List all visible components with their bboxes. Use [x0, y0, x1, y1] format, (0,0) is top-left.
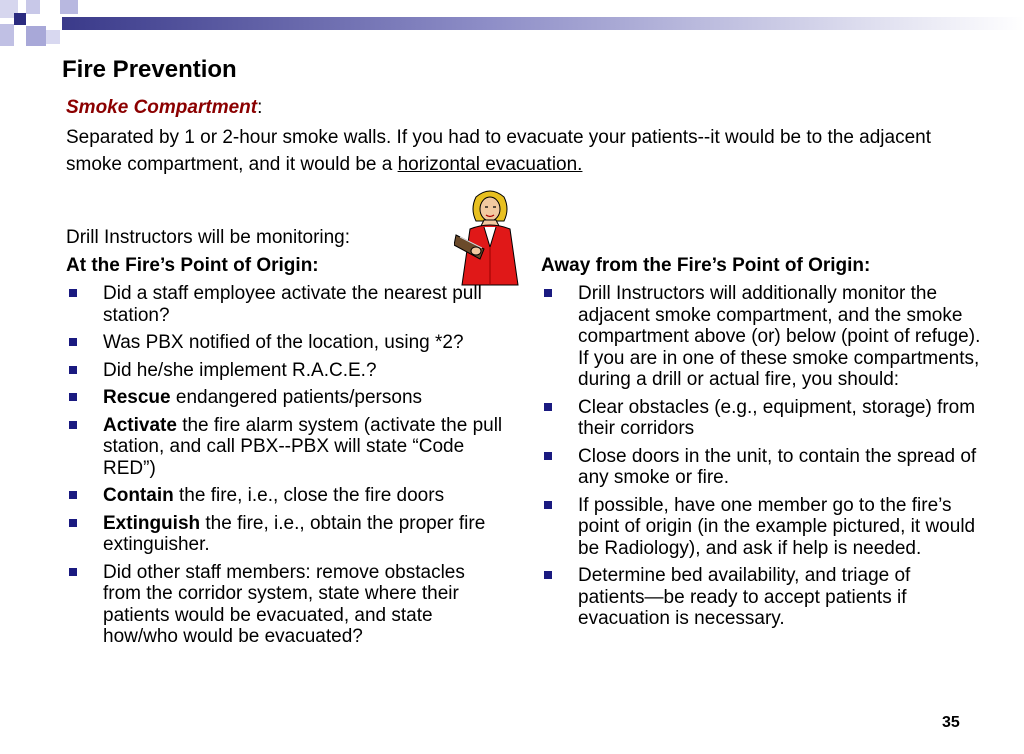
bullet-text: the fire, i.e., obtain the proper fire extinguisher. — [103, 512, 486, 555]
page-number: 35 — [942, 714, 960, 731]
square-bullet-icon — [69, 421, 77, 429]
bullet-text: Clear obstacles (e.g., equipment, storage) from their corridors — [578, 396, 976, 439]
square-bullet-icon — [69, 519, 77, 527]
square-bullet-icon — [544, 452, 552, 460]
woman-with-clipboard-clipart — [454, 187, 526, 287]
smoke-compartment-term: Smoke Compartment — [66, 97, 258, 118]
bullet-text: Drill Instructors will additionally monitor the adjacent smoke compartment, and the smoke compartment above (or) below (point of refuge). If you are in one of these smoke compartments, during a drill or actual fire, you should: — [578, 283, 981, 390]
square-bullet-icon — [544, 571, 552, 579]
square-bullet-icon — [69, 568, 77, 576]
square-bullet-icon — [544, 501, 552, 509]
bullet-text: Close doors in the unit, to contain the spread of any smoke or fire. — [578, 445, 977, 488]
bullet-keyword: Rescue — [103, 387, 171, 408]
list-item — [541, 397, 981, 440]
right-column-heading: Away from the Fire’s Point of Origin: — [541, 255, 871, 276]
bullet-keyword: Activate — [103, 414, 177, 436]
list-item — [66, 513, 506, 556]
list-item — [541, 495, 981, 560]
list-item — [66, 415, 506, 480]
list-item — [66, 387, 506, 409]
smoke-compartment-heading — [66, 97, 262, 119]
smoke-compartment-description — [66, 124, 936, 178]
bullet-text: the fire, i.e., close the fire doors — [173, 485, 445, 506]
square-bullet-icon — [69, 366, 77, 374]
list-item — [66, 562, 506, 648]
bullet-text: Did other staff members: remove obstacles from the corridor system, state where their patients would be evacuated, and state how/who would be evacuated? — [103, 561, 465, 647]
list-item — [66, 485, 506, 507]
bullet-text: Did a staff employee activate the nearest pull station? — [103, 283, 482, 326]
bullet-text: the fire alarm system (activate the pull station, and call PBX--PBX will state “Code RED”) — [103, 414, 503, 479]
bullet-text: Was PBX notified of the location, using *2? — [103, 332, 464, 353]
square-bullet-icon — [69, 491, 77, 499]
list-item — [66, 332, 506, 354]
left-bullet-list — [66, 283, 506, 654]
bullet-text: Determine bed availability, and triage of patients—be ready to accept patients if evacuation is necessary. — [578, 565, 911, 629]
square-bullet-icon — [544, 403, 552, 411]
square-bullet-icon — [69, 289, 77, 297]
bullet-text: If possible, have one member go to the fire’s point of origin (in the example pictured, it would be Radiology), and ask if help is needed. — [578, 494, 976, 559]
smoke-text: Separated by 1 or 2-hour smoke walls. If you had to evacuate your patients--it would be to the adjacent smoke compartment, and it would be a — [66, 127, 932, 175]
left-column-heading: At the Fire’s Point of Origin: — [66, 255, 319, 276]
bullet-text: Did he/she implement R.A.C.E.? — [103, 359, 377, 381]
square-bullet-icon — [544, 289, 552, 297]
list-item — [66, 283, 506, 326]
bullet-keyword: Contain — [103, 485, 174, 506]
square-bullet-icon — [69, 338, 77, 346]
list-item — [66, 360, 506, 382]
smoke-colon: : — [257, 97, 263, 118]
square-bullet-icon — [69, 393, 77, 401]
slide-title: Fire Prevention — [62, 56, 237, 83]
list-item — [541, 446, 981, 489]
list-item — [541, 565, 981, 630]
bullet-text: endangered patients/persons — [170, 387, 423, 408]
drill-intro: Drill Instructors will be monitoring: — [66, 227, 351, 248]
title-bar-gradient — [62, 17, 1024, 30]
right-bullet-list — [541, 283, 981, 636]
horizontal-evacuation-term: horizontal evacuation. — [397, 154, 583, 175]
bullet-keyword: Extinguish — [103, 512, 201, 534]
list-item — [541, 283, 981, 391]
